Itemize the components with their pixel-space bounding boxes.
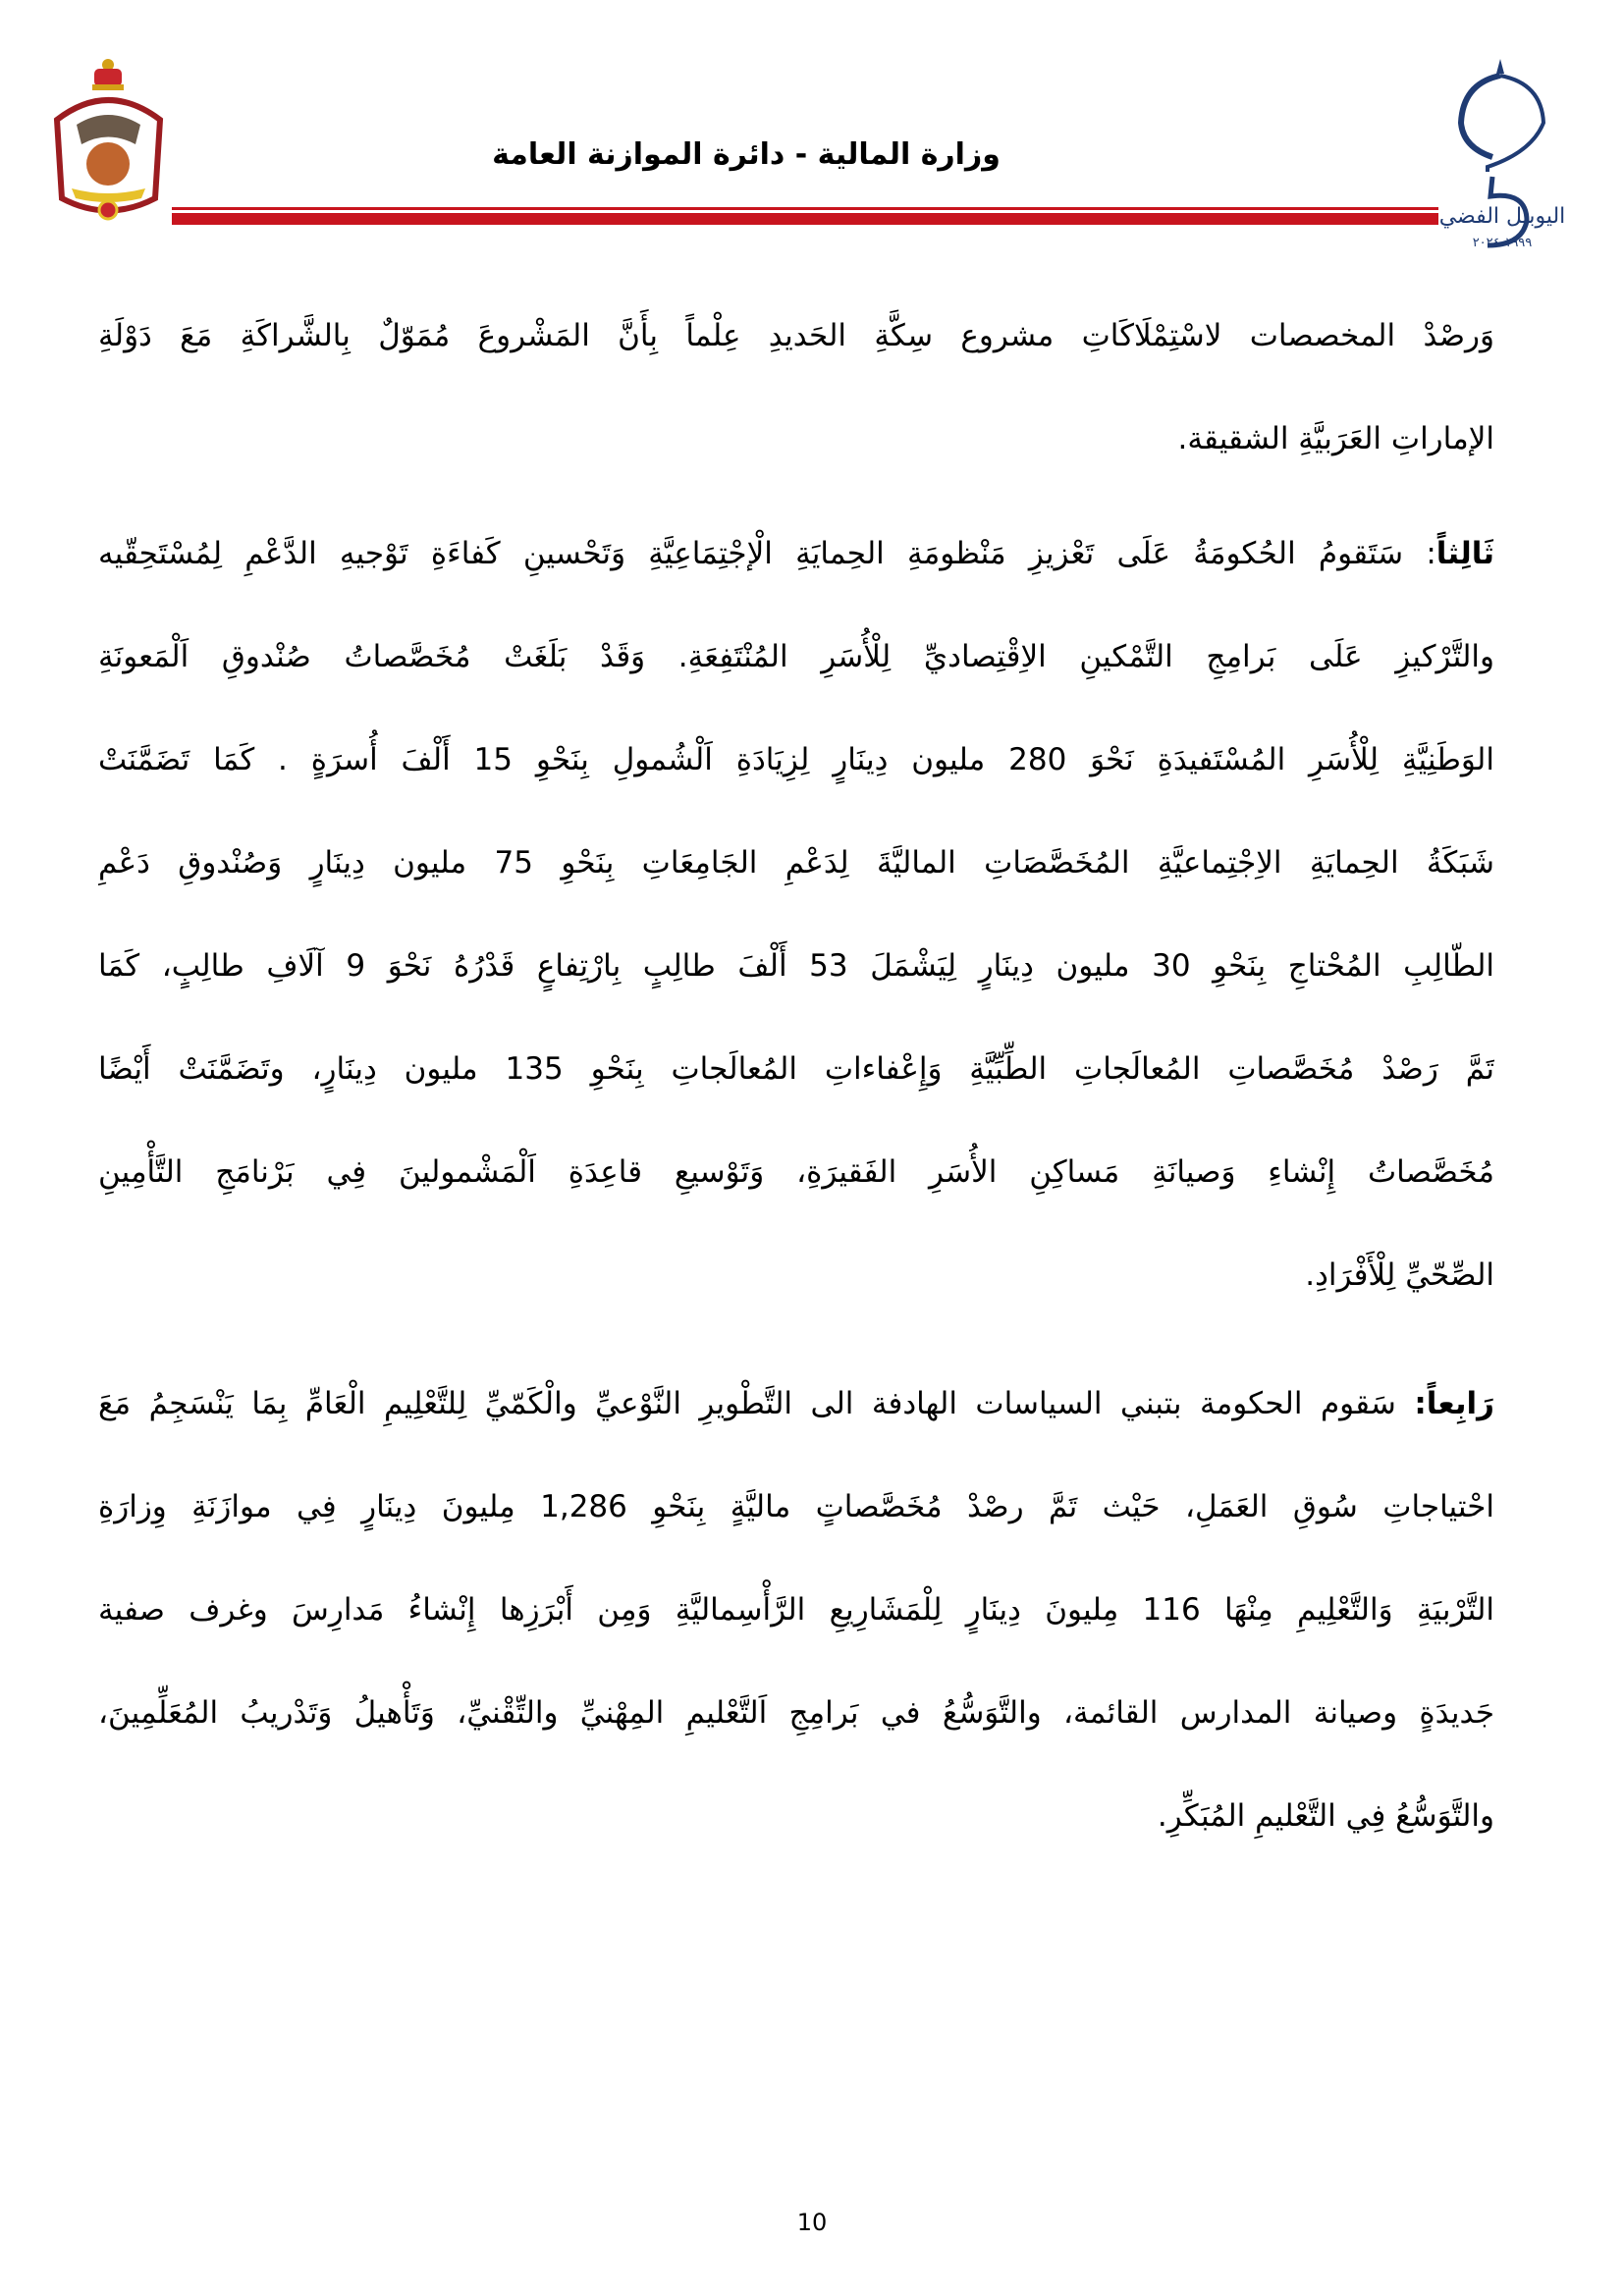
text-line [98, 503, 1494, 606]
text-line: جَديدَةٍ وصيانة المدارس القائمة، والتَّوَسُّعُ في بَرامِجِ اَلتَّعْليمِ المِهْنيِّ والتِّقْنيِّ، وَتَأْهيلُ وَتَدْريبُ المُعَلِّمِينَ، [98, 1695, 1494, 1731]
text-line-content: سَقوم الحكومة بتبني السياسات الهادفة الى التَّطْويرِ النَّوْعيِّ والْكَمّيِّ لِلتَّعْلِيمِ الْعَامِّ بِمَا يَنْسَجِمُ مَعَ [98, 1386, 1415, 1421]
text-line: التَّرْبيَةِ وَالتَّعْلِيمِ مِنْهَا 116 مِليونَ دِينَارٍ لِلْمَشَارِيعِ الرَّأْسِماليَّةِ وَمِن أَبْرَزِها إِنْشاءُ مَدارِسَ وغرف صفية [98, 1592, 1494, 1628]
text-line: شَبَكَةُ الحِمايَةِ الاِجْتِماعيَّةِ المُخَصَّصَاتِ الماليَّةَ لِدَعْمِ الجَامِعَاتِ بِنَحْوِ 75 مليون دِينَارٍ وَصُنْدوقِ دَعْمِ [98, 845, 1494, 881]
text-line: احْتياجاتِ سُوقِ العَمَلِ، حَيْث تَمَّ رصْدْ مُخَصَّصاتٍ ماليَّةٍ بِنَحْوِ 1,286 مِليونَ دِينَارٍ فِي موازَنَةِ وِزارَةِ [98, 1489, 1494, 1524]
text-line: تَمَّ رَصْدْ مُخَصَّصاتِ المُعالَجاتِ الطِّبِّيَّةِ وَإِعْفاءاتِ المُعالَجاتِ بِنَحْوِ 135 مليون دِينَارٍ، وتَضَمَّنَتْ أَيْضًا [98, 1051, 1494, 1087]
paragraph-lead: رَابِعاً: [1414, 1386, 1494, 1421]
coat-of-arms-logo [47, 51, 170, 228]
text-line: والتَّوَسُّعُ فِي التَّعْليمِ المُبَكِّرِ. [1157, 1798, 1494, 1834]
text-line-content: : سَتَقومُ الحُكومَةُ عَلَى تَعْزيزِ مَنْظومَةِ الحِمايَةِ الْإجْتِمَاعِيَّةِ وَتَحْسينِ كَفاءَةِ تَوْجيهِ الدَّعْمِ لِمُسْتَحِقّيه [98, 536, 1436, 571]
jubilee-logo-years: ١٩٩٩-٢٠٢٤ [1472, 236, 1533, 250]
jubilee-logo-text: اليوبيل الفضي [1438, 204, 1566, 229]
paragraph-lead: ثَالِثاً [1435, 536, 1494, 571]
text-line: الطّالِبِ المُحْتاجِ بِنَحْوِ 30 مليون دِينَارٍ لِيَشْمَلَ 53 أَلْفَ طالِبٍ بِارْتِفاعٍ قَدْرُهُ نَحْوَ 9 آلَافِ طالِبٍ، كَمَا [98, 948, 1494, 984]
page-header-title: وزارة المالية - دائرة الموازنة العامة [492, 137, 1001, 172]
header-rule-thin [172, 207, 1438, 210]
text-line: الصِّحّيِّ لِلْأَفْرَادِ. [1305, 1257, 1494, 1293]
text-line: وَرصْدْ المخصصات لاسْتِمْلَاكَاتِ مشروع سِكَّةِ الحَديدِ عِلْماً بِأَنَّ المَشْروعَ مُمَوّلٌ بِالشَّراكَةِ مَعَ دَوْلَةِ [98, 318, 1494, 353]
text-line [98, 1353, 1494, 1456]
text-line: الإماراتِ العَرَبيَّةِ الشقيقة. [1177, 421, 1494, 456]
paragraph-third [98, 503, 1494, 1327]
text-line: مُخَصَّصاتُ إِنْشاءِ وَصيانَةِ مَساكِنِ الأُسَرِ الفَقيرَةِ، وَتَوْسيعِ قاعِدَةِ اَلْمَشْمولينَ فِي بَرْنامَجِ التَّأْمِينِ [98, 1154, 1494, 1190]
paragraph-railway [98, 285, 1494, 491]
header-rule-thick [172, 213, 1438, 225]
text-line: الوَطَنِيَّةِ لِلْأُسَرِ المُسْتَفيدَةِ نَحْوَ 280 مليون دِينَارٍ لِزِيَادَةِ اَلْشُمولِ بِنَحْوِ 15 أَلْفَ أُسرَةٍ . كَمَا تَضَمَّنَتْ [98, 742, 1494, 777]
paragraph-fourth [98, 1353, 1494, 1868]
text-line: والتَّرْكيزِ عَلَى بَرامِجِ التَّمْكينِ الاِقْتِصاديِّ لِلْأُسَرِ المُنْتَفِعَةِ. وَقَدْ بَلَغَتْ مُخَصَّصاتُ صُنْدوقِ اَلْمَعونَةِ [98, 639, 1494, 674]
page-number: 10 [796, 2209, 828, 2236]
